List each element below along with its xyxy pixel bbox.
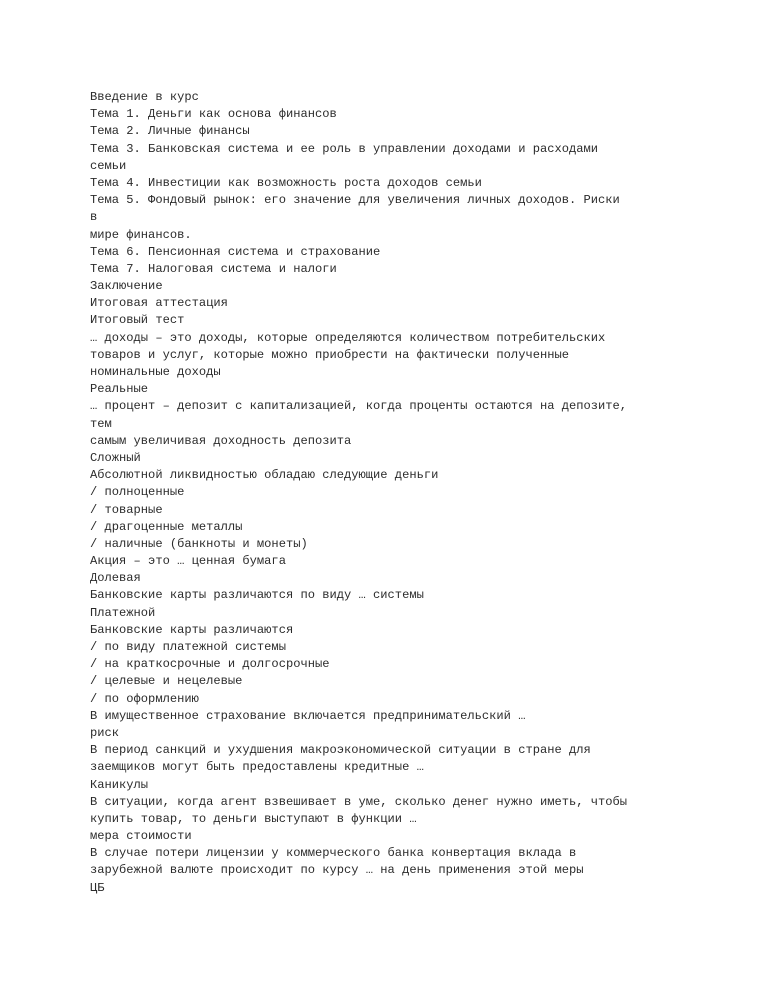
text-line: / на краткосрочные и долгосрочные [90,657,330,672]
text-line: Платежной [90,605,156,620]
text-line: Акция – это … ценная бумага [90,554,286,569]
text-line: Абсолютной ликвидностью обладаю следующие деньги [90,468,439,483]
text-line: В случае потери лицензии у коммерческого банка конвертация вклада в [90,846,577,861]
text-line: Тема 6. Пенсионная система и страхование [90,244,381,259]
text-line: В имущественное страхование включается предпринимательский … [90,708,526,723]
text-line: … доходы – это доходы, которые определяются количеством потребительских [90,330,606,345]
text-line: Тема 2. Личные финансы [90,124,250,139]
document-body [90,89,690,897]
text-line: Сложный [90,450,141,465]
text-line: Тема 4. Инвестиции как возможность роста доходов семьи [90,175,482,190]
text-line: в [90,210,98,225]
text-line: мера стоимости [90,829,192,844]
text-line: семьи [90,158,127,173]
text-line: / товарные [90,502,163,517]
text-line: Банковские карты различаются по виду … системы [90,588,424,603]
text-line: / полноценные [90,485,185,500]
text-line: товаров и услуг, которые можно приобрести на фактически полученные [90,347,569,362]
text-line: Банковские карты различаются [90,622,294,637]
text-line: Тема 7. Налоговая система и налоги [90,261,337,276]
text-line: / целевые и нецелевые [90,674,243,689]
text-line: / по виду платежной системы [90,640,286,654]
text-line: Каникулы [90,777,149,792]
text-line: / драгоценные металлы [90,519,243,534]
text-line: самым увеличивая доходность депозита [90,433,352,448]
text-line: … процент – депозит с капитализацией, когда проценты остаются на депозите, [90,399,628,414]
text-line: Тема 1. Деньги как основа финансов [90,107,337,122]
text-line: мире финансов. [90,227,192,242]
text-line: купить товар, то деньги выступают в функции … [90,811,417,826]
text-line: риск [90,725,120,740]
text-line: Реальные [90,382,149,397]
text-line: В период санкций и ухудшения макроэкономической ситуации в стране для [90,743,591,758]
text-line: зарубежной валюте происходит по курсу … на день применения этой меры [90,863,584,878]
text-line: В ситуации, когда агент взвешивает в уме, сколько денег нужно иметь, чтобы [90,794,628,809]
text-line: Введение в курс [90,90,199,104]
text-line: / по оформлению [90,691,199,706]
text-line: / наличные (банкноты и монеты) [90,536,308,551]
text-line: номинальные доходы [90,365,221,379]
text-line: Итоговый тест [90,313,185,328]
text-line: ЦБ [90,880,105,895]
text-line: Итоговая аттестация [90,296,228,311]
text-line: тем [90,416,112,431]
text-line: заемщиков могут быть предоставлены кредитные … [90,760,424,775]
text-line: Долевая [90,571,141,586]
text-line: Тема 3. Банковская система и ее роль в управлении доходами и расходами [90,141,599,156]
text-line: Заключение [90,279,163,294]
text-line: Тема 5. Фондовый рынок: его значение для увеличения личных доходов. Риски [90,193,620,208]
